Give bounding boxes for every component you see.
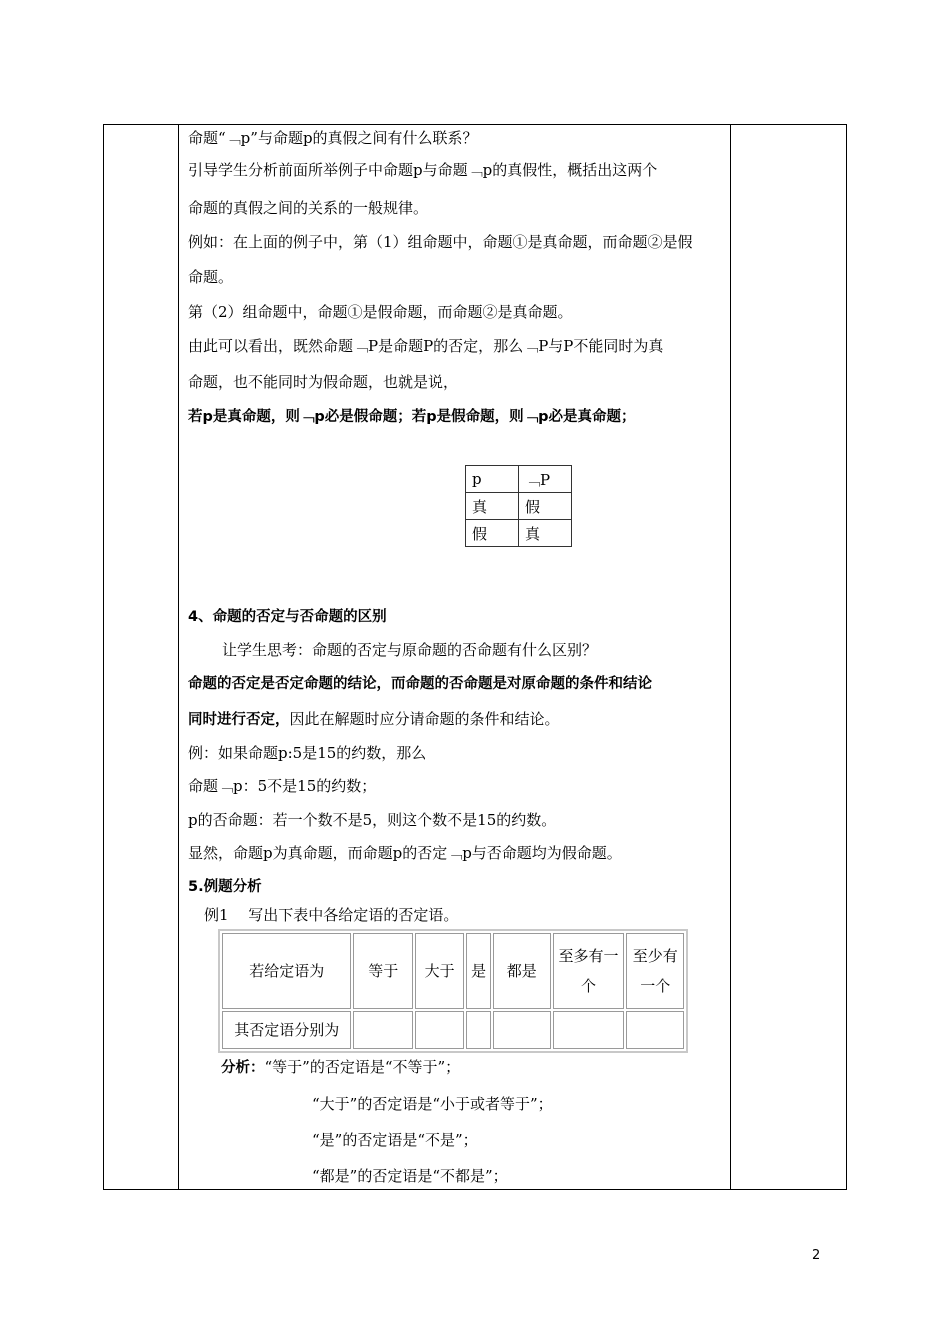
table-cell: [553, 1011, 625, 1049]
table-cell: 等于: [353, 933, 413, 1009]
text-line: 例1 写出下表中各给定语的否定语。: [204, 906, 459, 924]
text-line: [188, 709, 560, 730]
key-statement-rest: 因此在解题时应分请命题的条件和结论。: [289, 710, 560, 728]
example-table-frame: [218, 929, 688, 1053]
table-cell: [415, 1011, 464, 1049]
key-statement-bold: 同时进行否定，: [188, 712, 290, 728]
table-cell: ﹁P: [519, 466, 572, 493]
text-line: 例：如果命题p:5是15的约数，那么: [188, 744, 427, 762]
table-cell: [626, 1011, 684, 1049]
table-cell: 是: [466, 933, 491, 1009]
table-cell: 都是: [493, 933, 551, 1009]
table-cell: 假: [466, 520, 519, 547]
table-row: [466, 493, 572, 520]
table-row: [466, 520, 572, 547]
page-number: 2: [812, 1248, 821, 1263]
text-line: 命题“﹁p”与命题p的真假之间有什么联系？: [188, 129, 478, 147]
key-statement: 命题的否定是否定命题的结论，而命题的否命题是对原命题的条件和结论: [188, 676, 652, 692]
text-line: 显然，命题p为真命题，而命题p的否定﹁p与否命题均为假命题。: [188, 844, 622, 862]
text-line: 由此可以看出，既然命题﹁P是命题P的否定，那么﹁P与P不能同时为真: [188, 337, 664, 355]
text-line: “大于”的否定语是“小于或者等于”；: [312, 1095, 553, 1113]
column-divider: [730, 125, 731, 1189]
table-cell: [466, 1011, 491, 1049]
truth-table: [465, 465, 572, 547]
table-row: [222, 1011, 684, 1049]
text-line: 命题﹁p：5不是15的约数；: [188, 777, 377, 795]
table-cell: 其否定语分别为: [222, 1011, 351, 1049]
table-cell: 若给定语为: [222, 933, 351, 1009]
analysis-text: “等于”的否定语是“不等于”；: [264, 1058, 461, 1076]
text-line: p的否命题：若一个数不是5，则这个数不是15的约数。: [188, 811, 557, 829]
text-line: 第（2）组命题中，命题①是假命题，而命题②是真命题。: [188, 303, 573, 321]
analysis-label: 分析：: [221, 1060, 265, 1076]
table-cell: [353, 1011, 413, 1049]
table-cell: 真: [519, 520, 572, 547]
text-line: 命题，也不能同时为假命题，也就是说，: [188, 373, 459, 391]
table-cell: [493, 1011, 551, 1049]
text-line: 例如：在上面的例子中，第（1）组命题中，命题①是真命题，而命题②是假: [188, 233, 693, 251]
key-conclusion: 若p是真命题，则﹁p必是假命题；若p是假命题，则﹁p必是真命题；: [188, 409, 636, 425]
text-line: 命题的真假之间的关系的一般规律。: [188, 199, 429, 217]
table-cell: 假: [519, 493, 572, 520]
table-cell: 大于: [415, 933, 464, 1009]
table-cell: 至多有一个: [553, 933, 625, 1009]
table-cell: p: [466, 466, 519, 493]
text-line: “是”的否定语是“不是”；: [312, 1131, 478, 1149]
table-cell: 至少有一个: [626, 933, 684, 1009]
section-heading-5: 5.例题分析: [188, 879, 262, 895]
table-cell: 真: [466, 493, 519, 520]
text-line: “都是”的否定语是“不都是”；: [312, 1167, 508, 1185]
section-heading-4: 4、命题的否定与否命题的区别: [188, 609, 387, 625]
text-line: 引导学生分析前面所举例子中命题p与命题﹁p的真假性，概括出这两个: [188, 161, 658, 179]
table-row: [222, 933, 684, 1009]
text-line: [221, 1057, 460, 1078]
example-table: [220, 931, 686, 1051]
column-divider: [178, 125, 179, 1189]
table-row: [466, 466, 572, 493]
text-line: 让学生思考：命题的否定与原命题的否命题有什么区别？: [222, 641, 598, 659]
text-line: 命题。: [188, 268, 234, 286]
